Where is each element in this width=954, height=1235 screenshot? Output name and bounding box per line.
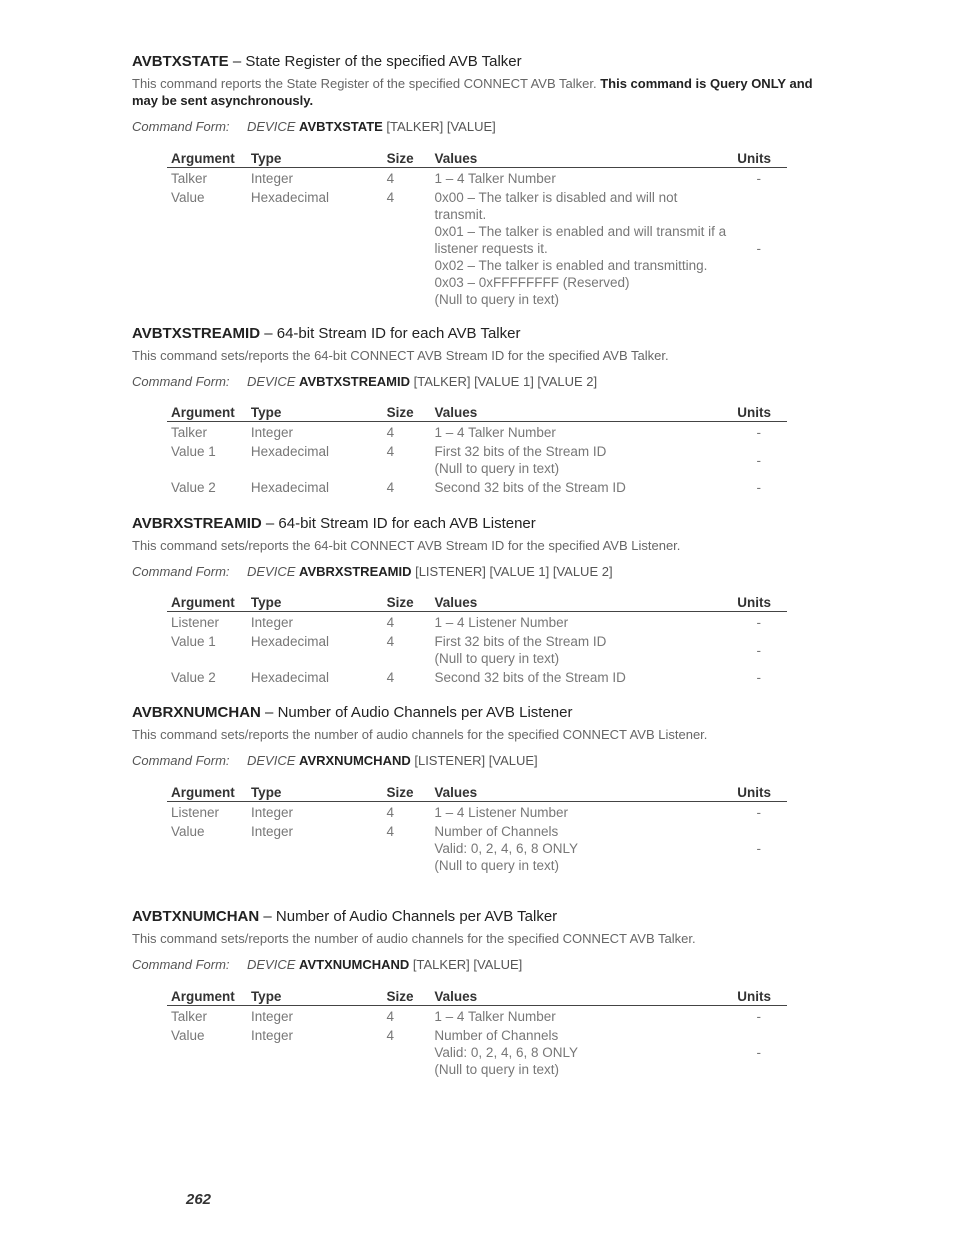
value-line: 1 – 4 Listener Number — [434, 615, 569, 630]
cell-argument: Value — [171, 190, 205, 205]
header-row — [167, 150, 787, 168]
cell-size: 4 — [386, 634, 395, 649]
cell-size: 4 — [386, 171, 395, 186]
column-header-units: Units — [733, 404, 787, 422]
cell-values — [430, 821, 733, 874]
table-header — [167, 988, 787, 1006]
cell-units: - — [756, 841, 761, 856]
table-header — [167, 404, 787, 422]
cell-type: Hexadecimal — [250, 634, 329, 649]
column-header-type: Type — [247, 150, 383, 168]
cell-type: Hexadecimal — [250, 670, 329, 685]
table-body — [167, 1006, 787, 1079]
arguments-table — [167, 404, 787, 496]
section-description: This command reports the State Register of the specified CONNECT AVB Talker. This command is Query ONLY and may be sent asynchronously. — [132, 76, 813, 108]
command-section — [132, 53, 832, 135]
header-row — [167, 404, 787, 422]
column-header-units: Units — [733, 594, 787, 612]
command-form: Command Form: DEVICE AVBTXSTATE [TALKER] [VALUE] — [132, 119, 496, 134]
table-row — [167, 821, 787, 874]
column-header-argument: Argument — [167, 988, 247, 1006]
cell-size: 4 — [386, 444, 395, 459]
cell-size: 4 — [386, 670, 395, 685]
cell-argument: Talker — [171, 1009, 208, 1024]
table-row — [167, 1006, 787, 1026]
value-line: 1 – 4 Talker Number — [434, 425, 556, 440]
column-header-units: Units — [733, 784, 787, 802]
section-title: AVBTXSTREAMID – 64-bit Stream ID for each AVB Talker — [132, 325, 521, 342]
value-line: 0x03 – 0xFFFFFFFF (Reserved) — [434, 275, 630, 290]
command-section — [132, 908, 832, 973]
cell-argument: Talker — [171, 171, 208, 186]
column-header-argument: Argument — [167, 404, 247, 422]
value-line: Valid: 0, 2, 4, 6, 8 ONLY — [434, 1045, 578, 1060]
cell-units: - — [756, 241, 761, 256]
column-header-size: Size — [383, 150, 431, 168]
cell-size: 4 — [386, 480, 395, 495]
cell-argument: Listener — [171, 615, 220, 630]
value-line: 1 – 4 Talker Number — [434, 1009, 556, 1024]
cell-argument: Value 1 — [171, 444, 216, 459]
cell-values — [431, 667, 734, 686]
table-body — [167, 802, 787, 875]
column-header-units: Units — [733, 988, 787, 1006]
table-body — [167, 612, 787, 687]
section-description: This command sets/reports the 64-bit CONNECT AVB Stream ID for the specified AVB Talker. — [132, 348, 669, 363]
table-row — [167, 802, 787, 822]
column-header-units: Units — [733, 150, 787, 168]
cell-size: 4 — [386, 1028, 395, 1043]
cell-argument: Value 1 — [171, 634, 216, 649]
cell-units: - — [756, 452, 761, 468]
cell-type: Hexadecimal — [250, 480, 329, 495]
table-row — [167, 667, 787, 686]
value-line: Number of Channels — [434, 824, 559, 839]
value-line: First 32 bits of the Stream ID — [434, 634, 607, 649]
section-title: AVBRXSTREAMID – 64-bit Stream ID for each AVB Listener — [132, 515, 536, 532]
column-header-size: Size — [383, 404, 431, 422]
section-title: AVBTXNUMCHAN – Number of Audio Channels per AVB Talker — [132, 908, 558, 925]
table-body — [167, 422, 787, 497]
value-line: 0x02 – The talker is enabled and transmitting. — [434, 258, 708, 273]
cell-type: Integer — [250, 1009, 293, 1024]
cell-type: Integer — [250, 171, 293, 186]
cell-values — [431, 168, 734, 188]
cell-values — [431, 477, 734, 496]
page-number: 262 — [186, 1191, 212, 1208]
table-row — [167, 612, 787, 632]
cell-size: 4 — [386, 824, 395, 839]
command-section — [132, 704, 832, 769]
command-section — [132, 515, 832, 580]
column-header-values: Values — [430, 988, 733, 1006]
cell-values — [430, 1025, 733, 1078]
cell-units: - — [756, 171, 761, 186]
header-row — [167, 988, 787, 1006]
header-row — [167, 784, 787, 802]
column-header-size: Size — [383, 988, 431, 1006]
cell-units: - — [756, 480, 761, 495]
arguments-table — [167, 784, 787, 874]
value-line: 0x01 – The talker is enabled and will transmit if a — [434, 224, 727, 239]
table-header — [167, 150, 787, 168]
table-row — [167, 477, 787, 496]
column-header-type: Type — [247, 988, 383, 1006]
value-line: Second 32 bits of the Stream ID — [434, 670, 626, 685]
command-form: Command Form: DEVICE AVBRXSTREAMID [LISTENER] [VALUE 1] [VALUE 2] — [132, 564, 613, 579]
cell-values — [430, 1006, 733, 1026]
command-form: Command Form: DEVICE AVTXNUMCHAND [TALKER] [VALUE] — [132, 957, 523, 972]
value-line: (Null to query in text) — [434, 292, 560, 307]
cell-units: - — [756, 642, 761, 658]
cell-type: Integer — [250, 824, 293, 839]
column-header-type: Type — [247, 594, 383, 612]
cell-argument: Value — [171, 824, 205, 839]
cell-values — [430, 802, 733, 822]
cell-type: Integer — [250, 615, 293, 630]
value-line: 0x00 – The talker is disabled and will not — [434, 190, 678, 205]
cell-argument: Talker — [171, 425, 208, 440]
cell-values — [431, 441, 734, 477]
command-section — [132, 325, 832, 390]
cell-units: - — [756, 670, 761, 685]
cell-type: Integer — [250, 805, 293, 820]
section-title: AVBRXNUMCHAN – Number of Audio Channels per AVB Listener — [132, 704, 573, 721]
section-description: This command sets/reports the number of audio channels for the specified CONNECT AVB Talker. — [132, 931, 696, 946]
cell-units: - — [756, 425, 761, 440]
value-line: Valid: 0, 2, 4, 6, 8 ONLY — [434, 841, 578, 856]
column-header-size: Size — [383, 594, 431, 612]
cell-argument: Value 2 — [171, 670, 216, 685]
column-header-argument: Argument — [167, 594, 247, 612]
cell-size: 4 — [386, 615, 395, 630]
table-row — [167, 441, 787, 477]
table-header — [167, 784, 787, 802]
value-line: transmit. — [434, 207, 487, 222]
cell-argument: Value — [171, 1028, 205, 1043]
cell-type: Hexadecimal — [250, 190, 329, 205]
cell-type: Hexadecimal — [250, 444, 329, 459]
value-line: Number of Channels — [434, 1028, 559, 1043]
cell-size: 4 — [386, 805, 395, 820]
cell-type: Integer — [250, 425, 293, 440]
table-row — [167, 187, 787, 308]
arguments-table — [167, 150, 787, 308]
value-line: 1 – 4 Listener Number — [434, 805, 568, 820]
table-row — [167, 631, 787, 667]
cell-values — [431, 612, 734, 632]
table-row — [167, 168, 787, 188]
value-line: (Null to query in text) — [434, 461, 560, 476]
value-line: (Null to query in text) — [434, 1062, 559, 1077]
section-description: This command sets/reports the number of audio channels for the specified CONNECT AVB Listener. — [132, 727, 708, 742]
cell-argument: Value 2 — [171, 480, 216, 495]
column-header-type: Type — [247, 404, 383, 422]
column-header-argument: Argument — [167, 784, 247, 802]
cell-units: - — [756, 1045, 761, 1060]
cell-argument: Listener — [171, 805, 220, 820]
value-line: Second 32 bits of the Stream ID — [434, 480, 626, 495]
column-header-argument: Argument — [167, 150, 247, 168]
table-header — [167, 594, 787, 612]
value-line: (Null to query in text) — [434, 858, 559, 873]
value-line: First 32 bits of the Stream ID — [434, 444, 607, 459]
table-row — [167, 422, 787, 442]
column-header-type: Type — [247, 784, 383, 802]
command-form: Command Form: DEVICE AVBTXSTREAMID [TALKER] [VALUE 1] [VALUE 2] — [132, 374, 598, 389]
table-body — [167, 168, 787, 309]
value-line: listener requests it. — [434, 241, 548, 256]
arguments-table — [167, 594, 787, 686]
cell-type: Integer — [250, 1028, 293, 1043]
cell-values — [431, 631, 734, 667]
command-form: Command Form: DEVICE AVRXNUMCHAND [LISTENER] [VALUE] — [132, 753, 538, 768]
value-line: (Null to query in text) — [434, 651, 560, 666]
cell-units: - — [756, 1009, 761, 1024]
column-header-size: Size — [383, 784, 431, 802]
column-header-values: Values — [431, 150, 734, 168]
cell-values — [431, 187, 734, 308]
column-header-values: Values — [430, 784, 733, 802]
column-header-values: Values — [431, 594, 734, 612]
cell-size: 4 — [386, 425, 395, 440]
cell-units: - — [756, 805, 761, 820]
cell-size: 4 — [386, 1009, 395, 1024]
section-description: This command sets/reports the 64-bit CONNECT AVB Stream ID for the specified AVB Listener. — [132, 538, 681, 553]
arguments-table — [167, 988, 787, 1078]
cell-size: 4 — [386, 190, 395, 205]
value-line: 1 – 4 Talker Number — [434, 171, 556, 186]
section-title: AVBTXSTATE – State Register of the specified AVB Talker — [132, 53, 522, 70]
cell-units: - — [756, 615, 761, 630]
header-row — [167, 594, 787, 612]
column-header-values: Values — [431, 404, 734, 422]
table-row — [167, 1025, 787, 1078]
cell-values — [431, 422, 734, 442]
